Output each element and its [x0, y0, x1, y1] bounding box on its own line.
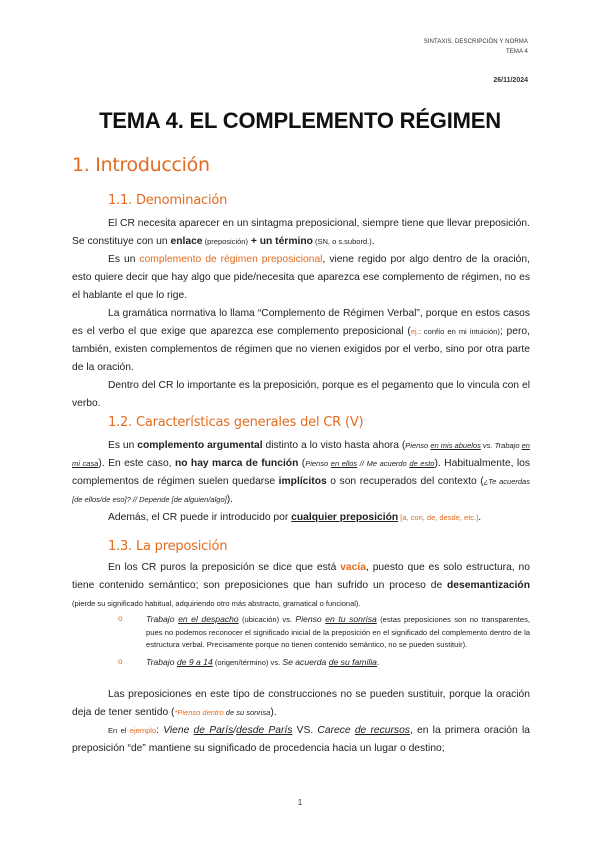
- text: VS.: [292, 725, 318, 736]
- example-text: // Me acuerdo: [357, 459, 410, 468]
- text: ). Habitualmente, los complementos de régimen suelen quedarse: [72, 458, 530, 487]
- paragraph: [72, 722, 530, 758]
- text: distinto a lo visto hasta ahora (: [262, 440, 406, 451]
- example-text: Carece: [317, 725, 355, 736]
- text: ).: [226, 494, 233, 505]
- paragraph: [72, 509, 530, 527]
- paragraph: [72, 215, 530, 251]
- bold-term: desemantización: [447, 580, 530, 591]
- paragraph: [72, 437, 530, 509]
- text: .: [371, 236, 375, 247]
- example-label: ejemplo: [129, 726, 157, 735]
- running-header: [424, 37, 528, 57]
- subsection-heading-caracteristicas: 1.2. Características generales del CR (V): [108, 415, 364, 430]
- text: ; pero, también, existen complementos de régimen que no vienen exigidos por el verbo, sino por otra parte de la oración.: [72, 326, 530, 373]
- paragraph: [72, 686, 530, 722]
- highlight-term: vacía: [340, 562, 366, 573]
- small-note: (SN, o s.subord.): [312, 237, 372, 246]
- example-text: Viene: [163, 725, 194, 736]
- text: (ubicación) vs.: [238, 615, 296, 624]
- example-text: Pienso: [405, 441, 431, 450]
- subsection-body-caracteristicas: [72, 437, 530, 527]
- bold-term: implícitos: [278, 476, 327, 487]
- list-item: [118, 613, 530, 652]
- circle-bullet-icon: o: [118, 614, 123, 623]
- example-underlined: de recursos: [354, 725, 410, 736]
- page-title: TEMA 4. EL COMPLEMENTO RÉGIMEN: [99, 108, 501, 133]
- text: :: [156, 725, 164, 736]
- text: (: [298, 458, 306, 469]
- header-date: 26/11/2024: [493, 77, 528, 84]
- subsection-body-denominacion: [72, 215, 530, 413]
- text: .: [376, 657, 380, 667]
- preposition-list: [a, con, de, desde, etc.]: [398, 513, 479, 522]
- text: La gramática normativa lo llama “Complemento de Régimen Verbal”, porque en estos casos es el verbo el que exige que aparezca ese complemento preposicional (: [72, 308, 530, 337]
- subsection-heading-preposicion: 1.3. La preposición: [108, 539, 228, 554]
- example-underlined: en ellos: [330, 459, 358, 468]
- subsection-body-preposicion: [72, 559, 530, 613]
- text: ). En este caso,: [98, 458, 175, 469]
- text: o son recuperados del contexto (: [326, 476, 484, 487]
- text: (estas preposiciones son no transparentes, pues no podemos reconocer el significado inicial de la preposición en el significado del complemento dentro de la estructura verbal. Precisamente porque no tienen contenido semántico, no se pueden sustituir).: [146, 615, 530, 650]
- text: En el: [108, 726, 130, 735]
- text: .: [478, 512, 482, 523]
- example-text: Trabajo: [146, 614, 179, 624]
- example-text: Se acuerda: [282, 656, 329, 667]
- text: (origen/término) vs.: [212, 657, 283, 667]
- example-text: *Pienso: [174, 708, 203, 717]
- example-underlined: de París: [193, 725, 234, 736]
- example-text: dentro: [202, 708, 224, 717]
- header-topic: TEMA 4: [506, 49, 528, 55]
- example-text: Trabajo: [146, 656, 177, 667]
- bold-term: cualquier preposición: [291, 512, 399, 523]
- example-underlined: en mis abuelos: [430, 441, 481, 450]
- text: , en la primera oración la preposición “de” mantiene su significado de procedencia hacia un lugar o destino;: [72, 725, 530, 754]
- example-text: vs. Trabajo: [480, 441, 522, 450]
- example-label: ej.: [410, 327, 419, 336]
- subsection-heading-denominacion: 1.1. Denominación: [108, 193, 228, 208]
- page-number: 1: [297, 798, 303, 807]
- section-heading-introduccion: 1. Introducción: [72, 154, 210, 176]
- bold-term: enlace: [170, 236, 203, 247]
- example-text: Pienso: [295, 614, 326, 624]
- example-underlined: en el despacho: [178, 614, 239, 624]
- example-text: ¿Te acuerdas [de ellos/de eso]? // Depende [de alguien/algo]: [72, 477, 530, 504]
- example-bullet-list: [118, 613, 530, 669]
- text: Es un: [108, 254, 140, 265]
- small-note: (pierde su significado habitual, adquiriendo otro más abstracto, gramatical o funcional).: [72, 599, 361, 608]
- highlight-term: complemento de régimen preposicional: [139, 254, 323, 265]
- text: Además, el CR puede ir introducido por: [108, 512, 292, 523]
- example-underlined: de esto: [409, 459, 435, 468]
- text: En los CR puros la preposición se dice que está: [108, 562, 341, 573]
- example-text: Pienso: [305, 459, 331, 468]
- small-note: (preposición): [202, 237, 248, 246]
- text: El CR necesita aparecer en un sintagma preposicional, siempre tiene que llevar preposición. Se constituye con un: [72, 218, 530, 247]
- paragraph: [72, 305, 530, 377]
- bold-term: no hay marca de función: [174, 458, 299, 469]
- example-underlined: desde París: [236, 725, 293, 736]
- bold-term: + un: [247, 236, 276, 247]
- bold-term: complemento argumental: [137, 440, 263, 451]
- example-text: /: [233, 725, 237, 736]
- example-underlined: de su familia: [328, 656, 377, 667]
- circle-bullet-icon: o: [118, 656, 123, 666]
- text: , viene regido por algo dentro de la oración, esto quiere decir que hay algo que pide/necesita que aparezca ese complemento de régimen, no es el hablante el que lo rige.: [72, 254, 530, 301]
- text: ).: [270, 707, 277, 718]
- bold-term: término: [275, 236, 313, 247]
- example-underlined: en tu sonrisa: [325, 614, 377, 624]
- subsection-body-preposicion-cont: [72, 686, 530, 758]
- text: Las preposiciones en este tipo de construcciones no se pueden sustituir, porque la oración deja de tener sentido (: [72, 689, 530, 718]
- paragraph: [72, 559, 530, 613]
- small-note: : confío en mi intuición): [418, 327, 500, 336]
- example-text: de su sonrisa: [223, 708, 271, 717]
- example-underlined: en mi casa: [72, 441, 530, 468]
- list-item: [118, 656, 530, 670]
- example-underlined: de 9 a 14: [176, 656, 213, 667]
- text: Es un: [108, 440, 138, 451]
- paragraph: [72, 251, 530, 305]
- text: , puesto que es solo estructura, no tiene contenido semántico; son preposiciones que han sufrido un proceso de: [72, 562, 531, 591]
- paragraph: Dentro del CR lo importante es la preposición, porque es el pegamento que lo vincula con el verbo.: [72, 380, 530, 409]
- header-course: SINTAXIS. DESCRIPCIÓN Y NORMA: [423, 39, 528, 45]
